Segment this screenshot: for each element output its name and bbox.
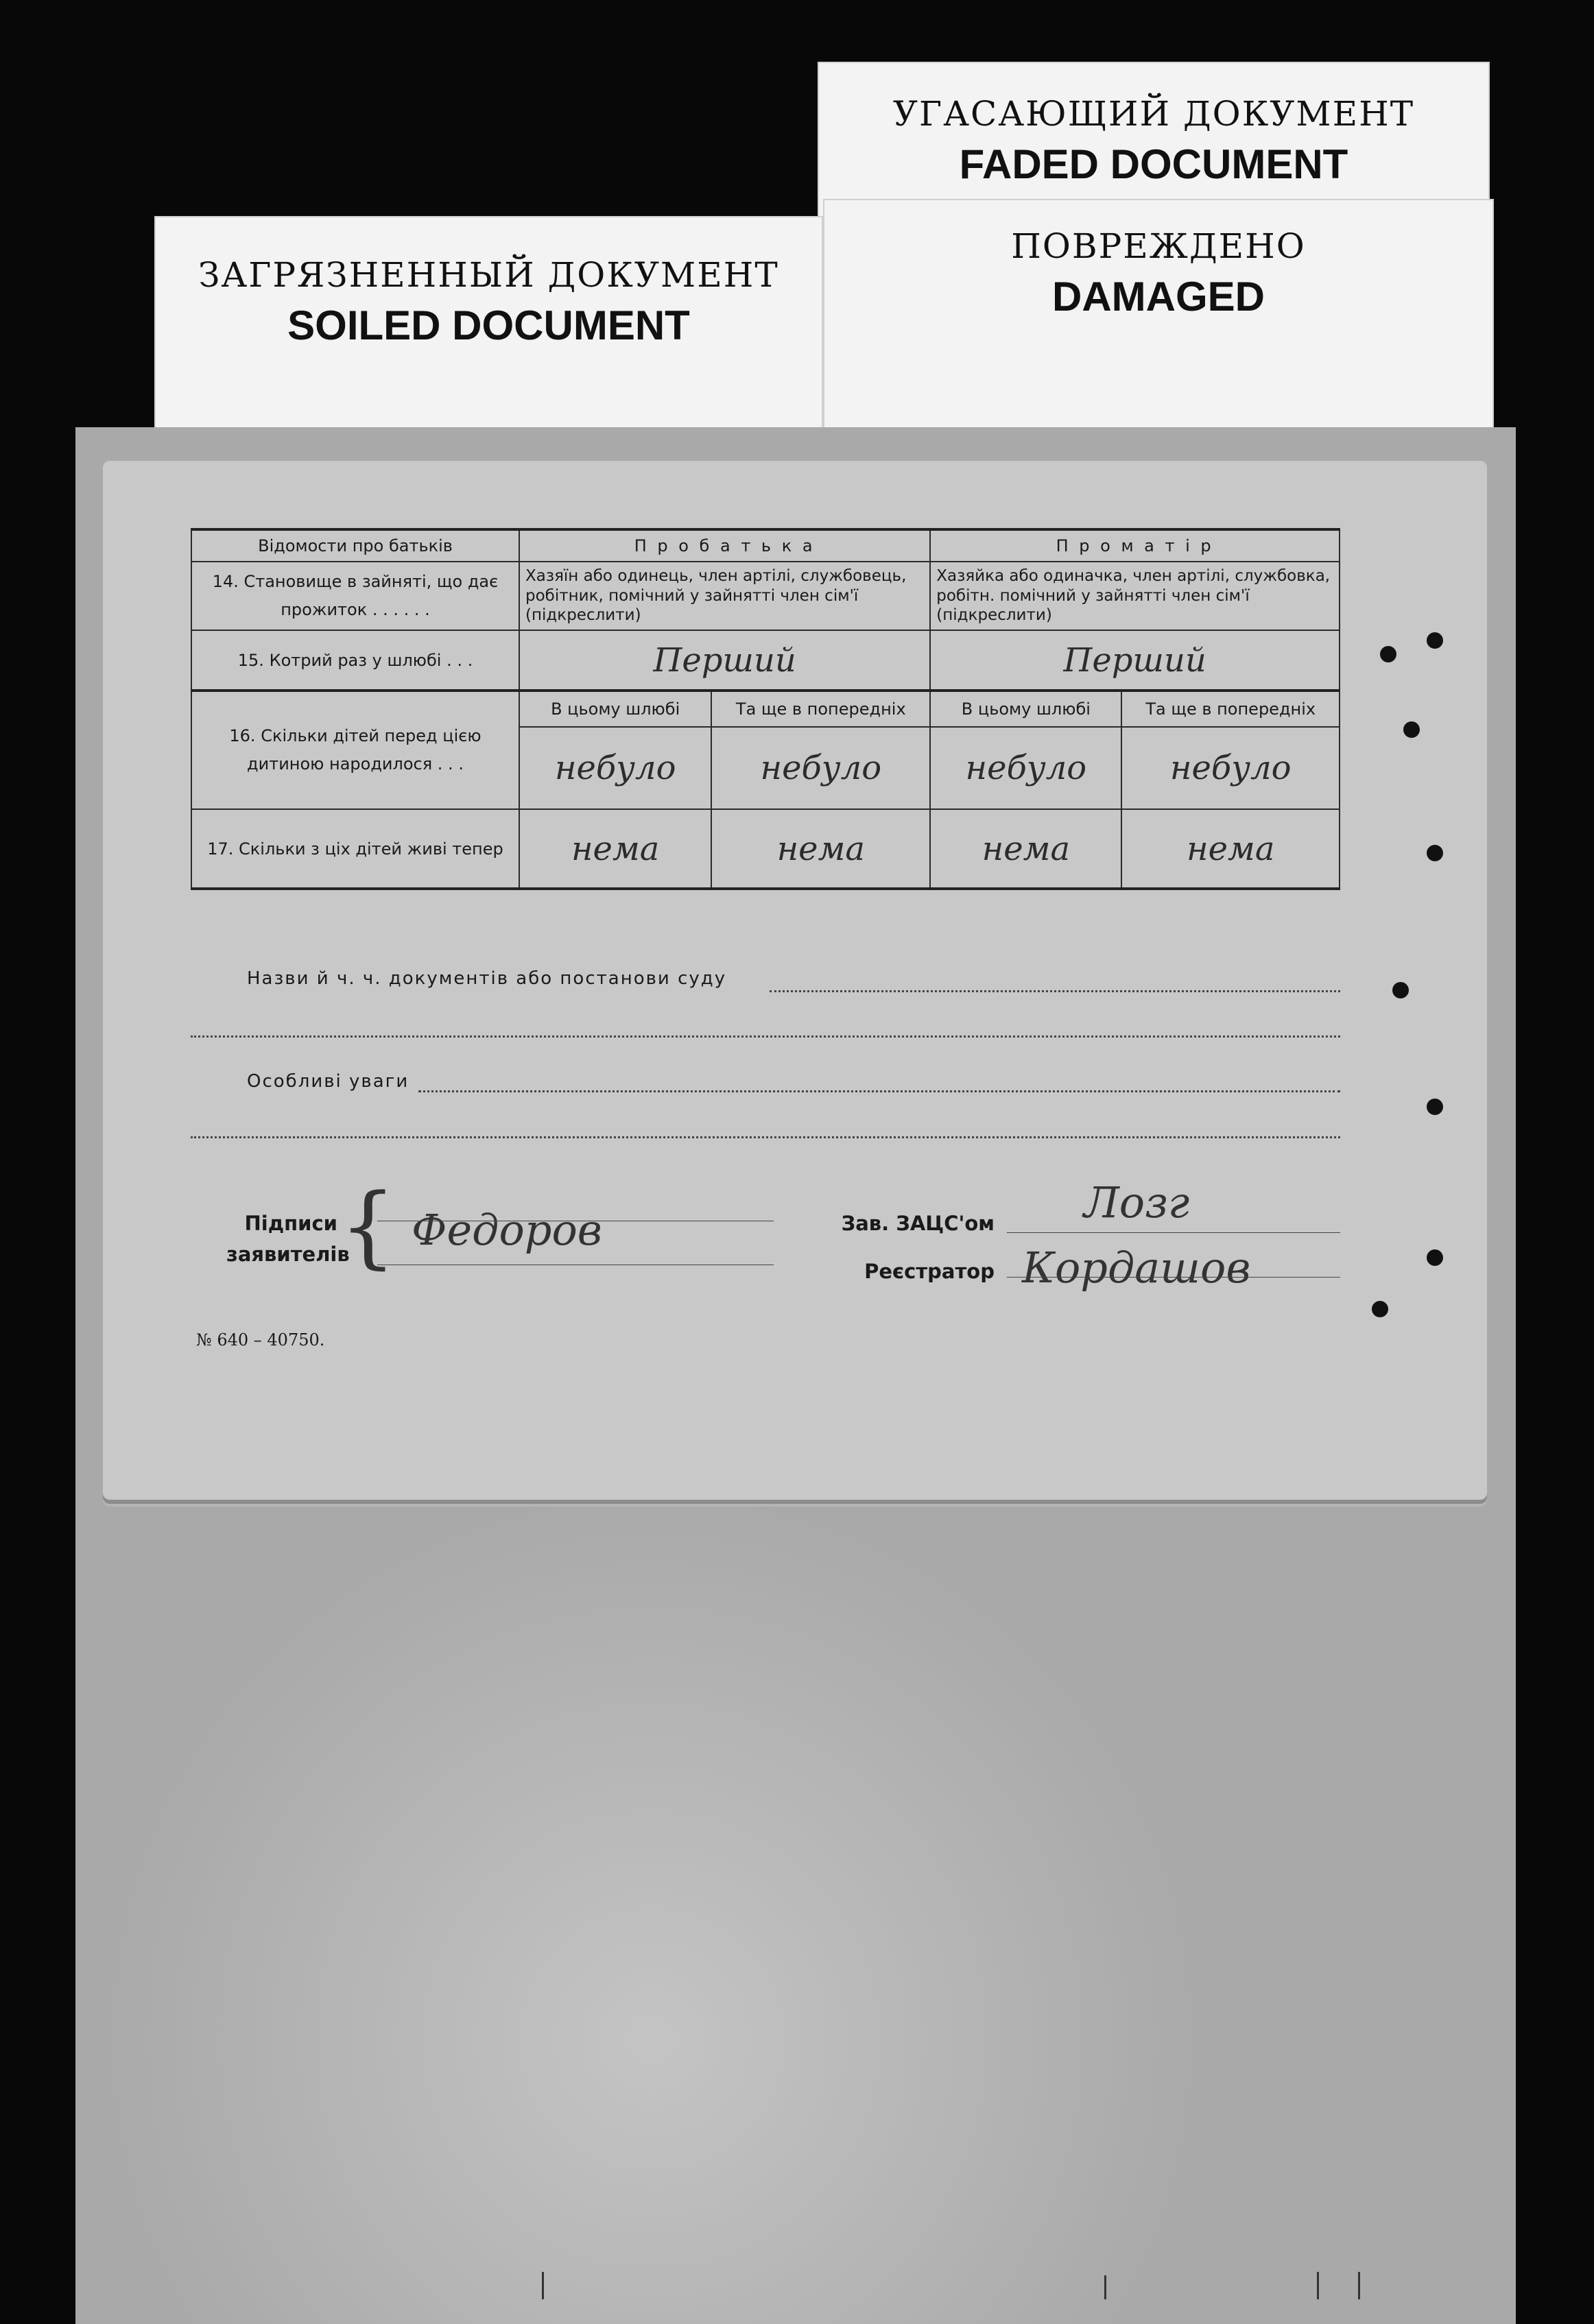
remarks-dotted-line-2 (191, 1136, 1340, 1138)
subhead-father-prev: Та ще в попередніх (711, 691, 930, 727)
q15-label: 15. Котрий раз у шлюбі . . . (191, 630, 519, 691)
registrar-signature-line (1007, 1277, 1340, 1278)
q16-father-this: небуло (519, 727, 711, 809)
documents-dotted-line-2 (191, 1035, 1340, 1038)
punch-hole (1427, 1249, 1443, 1266)
table-row-q14 (191, 562, 1340, 630)
folder-mark (1317, 2272, 1319, 2299)
registrar-signature: Кордашов (1022, 1243, 1251, 1293)
head-label: Зав. ЗАЦС'ом (841, 1212, 995, 1235)
q17-label: 17. Скільки з ціх дітей живі тепер (191, 809, 519, 889)
q16-mother-this: небуло (930, 727, 1121, 809)
applicant-signature: Федоров (412, 1205, 602, 1255)
registrar-label: Реєстратор (864, 1260, 995, 1283)
header-father: П р о б а т ь к а (519, 529, 930, 562)
documents-label: Назви й ч. ч. документів або постанови суду (247, 968, 727, 989)
q14-mother: Хазяйка або одиначка, член артілі, службовка, робітн. помічний у зайнятті член сім'ї (підкреслити) (930, 562, 1340, 630)
soiled-document-label (154, 216, 823, 442)
faded-label-en: FADED DOCUMENT (959, 141, 1348, 187)
remarks-dotted-line (418, 1090, 1340, 1092)
remarks-label: Особливі уваги (247, 1071, 409, 1092)
punch-hole (1372, 1301, 1388, 1317)
q15-father-handwritten: Перший (519, 630, 930, 691)
table-subheader-row (191, 691, 1340, 727)
damaged-label-ru: ПОВРЕЖДЕНО (1011, 226, 1306, 266)
table-row-q17 (191, 809, 1340, 889)
q17-mother-prev: нема (1121, 809, 1340, 889)
q17-father-prev: нема (711, 809, 930, 889)
print-number: № 640 – 40750. (196, 1330, 325, 1350)
faded-label-ru: УГАСАЮЩИЙ ДОКУМЕНТ (892, 94, 1415, 134)
applicants-label-line1: Підписи (244, 1212, 337, 1235)
applicants-label-line2: заявителів (226, 1242, 350, 1266)
q16-label (191, 691, 519, 809)
q15-mother-handwritten: Перший (930, 630, 1340, 691)
punch-hole (1380, 646, 1396, 662)
subhead-mother-prev: Та ще в попередніх (1121, 691, 1340, 727)
damaged-label-en: DAMAGED (1052, 274, 1265, 320)
soiled-label-ru: ЗАГРЯЗНЕННЫЙ ДОКУМЕНТ (198, 255, 779, 295)
table-header-row (191, 529, 1340, 562)
q16-label-text: 16. Скільки дітей перед цією дитиною народилося . . . (229, 726, 481, 774)
table-row-q15 (191, 630, 1340, 691)
parents-info-table (191, 528, 1340, 890)
punch-hole (1427, 1099, 1443, 1115)
folder-mark (1104, 2275, 1106, 2299)
documents-dotted-line (770, 990, 1340, 992)
header-mother: П р о м а т і р (930, 529, 1340, 562)
registration-form-sheet (103, 461, 1487, 1500)
subhead-father-this: В цьому шлюбі (519, 691, 711, 727)
q17-father-this: нема (519, 809, 711, 889)
folder-mark (1358, 2272, 1360, 2299)
subhead-mother-this: В цьому шлюбі (930, 691, 1121, 727)
punch-hole (1392, 982, 1409, 998)
head-signature: Лозг (1084, 1177, 1190, 1227)
q16-father-prev: небуло (711, 727, 930, 809)
punch-hole (1427, 632, 1443, 649)
punch-hole (1427, 845, 1443, 861)
header-parents-info: Відомости про батьків (191, 529, 519, 562)
q17-mother-this: нема (930, 809, 1121, 889)
head-signature-line (1007, 1232, 1340, 1233)
q16-mother-prev: небуло (1121, 727, 1340, 809)
folder-mark (542, 2272, 544, 2299)
punch-hole (1403, 721, 1420, 738)
applicants-label (226, 1208, 350, 1270)
q14-father: Хазяїн або одинець, член артілі, службовець, робітник, помічний у зайнятті член сім'ї (підкреслити) (519, 562, 930, 630)
soiled-label-en: SOILED DOCUMENT (287, 302, 690, 348)
q14-label: 14. Становище в зайняті, що дає прожиток . . . . . . (191, 562, 519, 630)
applicants-brace: { (340, 1174, 396, 1278)
damaged-document-label (823, 199, 1494, 432)
